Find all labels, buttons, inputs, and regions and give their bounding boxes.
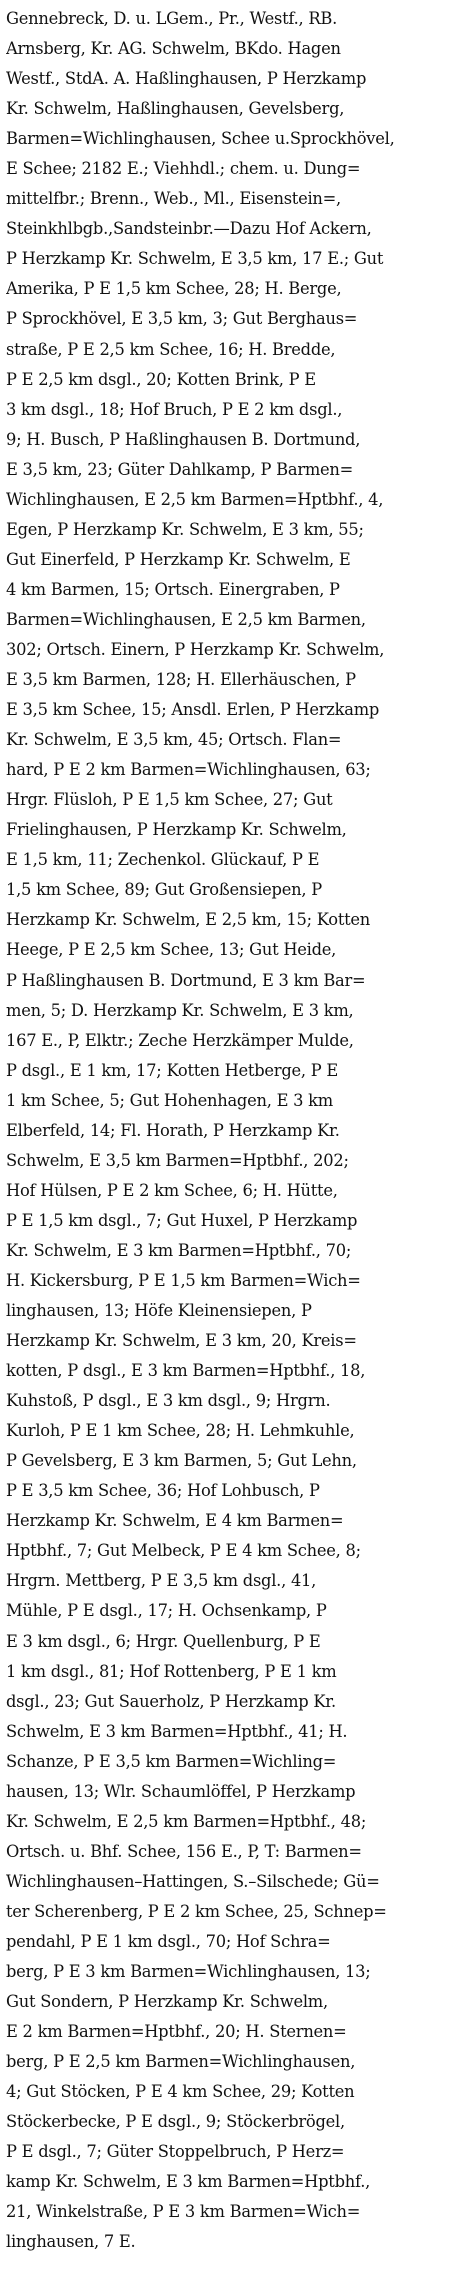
entry-line-55: E 3 km dsgl., 6; Hrgr. Quellenburg, P E xyxy=(6,1631,321,1651)
entry-line-18: Egen, P Herzkamp Kr. Schwelm, E 3 km, 55; xyxy=(6,519,364,539)
entry-line-72: P E dsgl., 7; Güter Stoppelbruch, P Herz= xyxy=(6,2142,345,2162)
entry-line-62: Ortsch. u. Bhf. Schee, 156 E., P, T: Barmen= xyxy=(6,1841,362,1861)
entry-line-64: ter Scherenberg, P E 2 km Schee, 25, Schnep= xyxy=(6,1901,387,1921)
entry-line-31: Herzkamp Kr. Schwelm, E 2,5 km, 15; Kotten xyxy=(6,910,371,930)
entry-line-74: 21, Winkelstraße, P E 3 km Barmen=Wich= xyxy=(6,2202,361,2222)
entry-line-43: H. Kickersburg, P E 1,5 km Barmen=Wich= xyxy=(6,1270,361,1290)
entry-line-67: Gut Sondern, P Herzkamp Kr. Schwelm, xyxy=(6,1992,328,2012)
entry-line-39: Schwelm, E 3,5 km Barmen=Hptbhf., 202; xyxy=(6,1150,349,1170)
entry-line-26: hard, P E 2 km Barmen=Wichlinghausen, 63; xyxy=(6,760,371,780)
entry-line-32: Heege, P E 2,5 km Schee, 13; Gut Heide, xyxy=(6,940,337,960)
entry-line-52: Hptbhf., 7; Gut Melbeck, P E 4 km Schee, 8; xyxy=(6,1541,361,1561)
entry-line-16: E 3,5 km, 23; Güter Dahlkamp, P Barmen= xyxy=(6,459,354,479)
entry-line-66: berg, P E 3 km Barmen=Wichlinghausen, 13; xyxy=(6,1962,371,1982)
entry-line-10: Amerika, P E 1,5 km Schee, 28; H. Berge, xyxy=(6,279,342,299)
entry-line-5: Barmen=Wichlinghausen, Schee u.Sprockhövel, xyxy=(6,129,395,149)
entry-line-17: Wichlinghausen, E 2,5 km Barmen=Hptbhf., 4, xyxy=(6,489,384,509)
entry-line-21: Barmen=Wichlinghausen, E 2,5 km Barmen, xyxy=(6,609,366,629)
entry-line-19: Gut Einerfeld, P Herzkamp Kr. Schwelm, E xyxy=(6,549,351,569)
entry-line-12: straße, P E 2,5 km Schee, 16; H. Bredde, xyxy=(6,339,336,359)
entry-line-36: P dsgl., E 1 km, 17; Kotten Hetberge, P E xyxy=(6,1060,338,1080)
entry-line-56: 1 km dsgl., 81; Hof Rottenberg, P E 1 km xyxy=(6,1661,337,1681)
entry-line-73: kamp Kr. Schwelm, E 3 km Barmen=Hptbhf., xyxy=(6,2172,371,2192)
entry-line-25: Kr. Schwelm, E 3,5 km, 45; Ortsch. Flan= xyxy=(6,730,342,750)
entry-line-22: 302; Ortsch. Einern, P Herzkamp Kr. Schwelm, xyxy=(6,639,385,659)
entry-line-15: 9; H. Busch, P Haßlinghausen B. Dortmund, xyxy=(6,429,361,449)
entry-line-50: P E 3,5 km Schee, 36; Hof Lohbusch, P xyxy=(6,1481,320,1501)
entry-line-63: Wichlinghausen–Hattingen, S.–Silschede; Gü= xyxy=(6,1871,380,1891)
entry-line-29: E 1,5 km, 11; Zechenkol. Glückauf, P E xyxy=(6,850,320,870)
entry-line-35: 167 E., P, Elktr.; Zeche Herzkämper Mulde, xyxy=(6,1030,354,1050)
entry-line-27: Hrgr. Flüsloh, P E 1,5 km Schee, 27; Gut xyxy=(6,790,333,810)
entry-line-13: P E 2,5 km dsgl., 20; Kotten Brink, P E xyxy=(6,369,316,389)
entry-line-24: E 3,5 km Schee, 15; Ansdl. Erlen, P Herzkamp xyxy=(6,700,380,720)
entry-line-53: Hrgrn. Mettberg, P E 3,5 km dsgl., 41, xyxy=(6,1571,317,1591)
entry-line-41: P E 1,5 km dsgl., 7; Gut Huxel, P Herzkamp xyxy=(6,1210,358,1230)
entry-line-58: Schwelm, E 3 km Barmen=Hptbhf., 41; H. xyxy=(6,1721,348,1741)
entry-line-70: 4; Gut Stöcken, P E 4 km Schee, 29; Kotten xyxy=(6,2082,355,2102)
entry-line-28: Frielinghausen, P Herzkamp Kr. Schwelm, xyxy=(6,820,347,840)
entry-line-54: Mühle, P E dsgl., 17; H. Ochsenkamp, P xyxy=(6,1601,327,1621)
entry-line-2: Arnsberg, Kr. AG. Schwelm, BKdo. Hagen xyxy=(6,39,341,59)
entry-line-45: Herzkamp Kr. Schwelm, E 3 km, 20, Kreis= xyxy=(6,1331,357,1351)
entry-line-33: P Haßlinghausen B. Dortmund, E 3 km Bar= xyxy=(6,970,366,990)
entry-line-76 xyxy=(6,2258,454,2288)
entry-line-59: Schanze, P E 3,5 km Barmen=Wichling= xyxy=(6,1751,337,1771)
entry-line-40: Hof Hülsen, P E 2 km Schee, 6; H. Hütte, xyxy=(6,1180,338,1200)
entry-line-47: Kuhstoß, P dsgl., E 3 km dsgl., 9; Hrgrn. xyxy=(6,1391,331,1411)
entry-line-8: Steinkhlbgb.,Sandsteinbr.—Dazu Hof Ackern, xyxy=(6,219,372,239)
entry-line-57: dsgl., 23; Gut Sauerholz, P Herzkamp Kr. xyxy=(6,1691,336,1711)
entry-line-68: E 2 km Barmen=Hptbhf., 20; H. Sternen= xyxy=(6,2022,347,2042)
entry-line-4: Kr. Schwelm, Haßlinghausen, Gevelsberg, xyxy=(6,99,345,119)
entry-line-42: Kr. Schwelm, E 3 km Barmen=Hptbhf., 70; xyxy=(6,1240,352,1260)
entry-line-34: men, 5; D. Herzkamp Kr. Schwelm, E 3 km, xyxy=(6,1000,354,1020)
entry-line-37: 1 km Schee, 5; Gut Hohenhagen, E 3 km xyxy=(6,1090,333,1110)
entry-line-75: linghausen, 7 E. xyxy=(6,2232,136,2252)
entry-line-20: 4 km Barmen, 15; Ortsch. Einergraben, P xyxy=(6,579,340,599)
entry-line-6: E Schee; 2182 E.; Viehhdl.; chem. u. Dung= xyxy=(6,159,361,179)
entry-line-11: P Sprockhövel, E 3,5 km, 3; Gut Berghaus= xyxy=(6,309,358,329)
entry-line-61: Kr. Schwelm, E 2,5 km Barmen=Hptbhf., 48; xyxy=(6,1811,367,1831)
entry-line-1: Gennebreck, D. u. LGem., Pr., Westf., RB. xyxy=(6,9,338,28)
entry-line-30: 1,5 km Schee, 89; Gut Großensiepen, P xyxy=(6,880,322,900)
entry-line-44: linghausen, 13; Höfe Kleinensiepen, P xyxy=(6,1301,312,1321)
entry-line-69: berg, P E 2,5 km Barmen=Wichlinghausen, xyxy=(6,2052,356,2072)
entry-line-9: P Herzkamp Kr. Schwelm, E 3,5 km, 17 E.; Gut xyxy=(6,249,384,269)
entry-line-23: E 3,5 km Barmen, 128; H. Ellerhäuschen, P xyxy=(6,670,356,690)
entry-line-60: hausen, 13; Wlr. Schaumlöffel, P Herzkamp xyxy=(6,1781,356,1801)
entry-line-48: Kurloh, P E 1 km Schee, 28; H. Lehmkuhle, xyxy=(6,1421,355,1441)
entry-line-65: pendahl, P E 1 km dsgl., 70; Hof Schra= xyxy=(6,1932,331,1951)
entry-line-71: Stöckerbecke, P E dsgl., 9; Stöckerbrögel, xyxy=(6,2112,345,2132)
entry-line-51: Herzkamp Kr. Schwelm, E 4 km Barmen= xyxy=(6,1511,344,1531)
entry-line-49: P Gevelsberg, E 3 km Barmen, 5; Gut Lehn, xyxy=(6,1451,357,1471)
entry-line-7: mittelfbr.; Brenn., Web., Ml., Eisenstein=, xyxy=(6,189,341,209)
entry-line-46: kotten, P dsgl., E 3 km Barmen=Hptbhf., 18, xyxy=(6,1361,366,1381)
entry-line-14: 3 km dsgl., 18; Hof Bruch, P E 2 km dsgl., xyxy=(6,399,343,419)
entry-line-3: Westf., StdA. A. Haßlinghausen, P Herzkamp xyxy=(6,69,367,89)
entry-line-38: Elberfeld, 14; Fl. Horath, P Herzkamp Kr. xyxy=(6,1120,340,1140)
